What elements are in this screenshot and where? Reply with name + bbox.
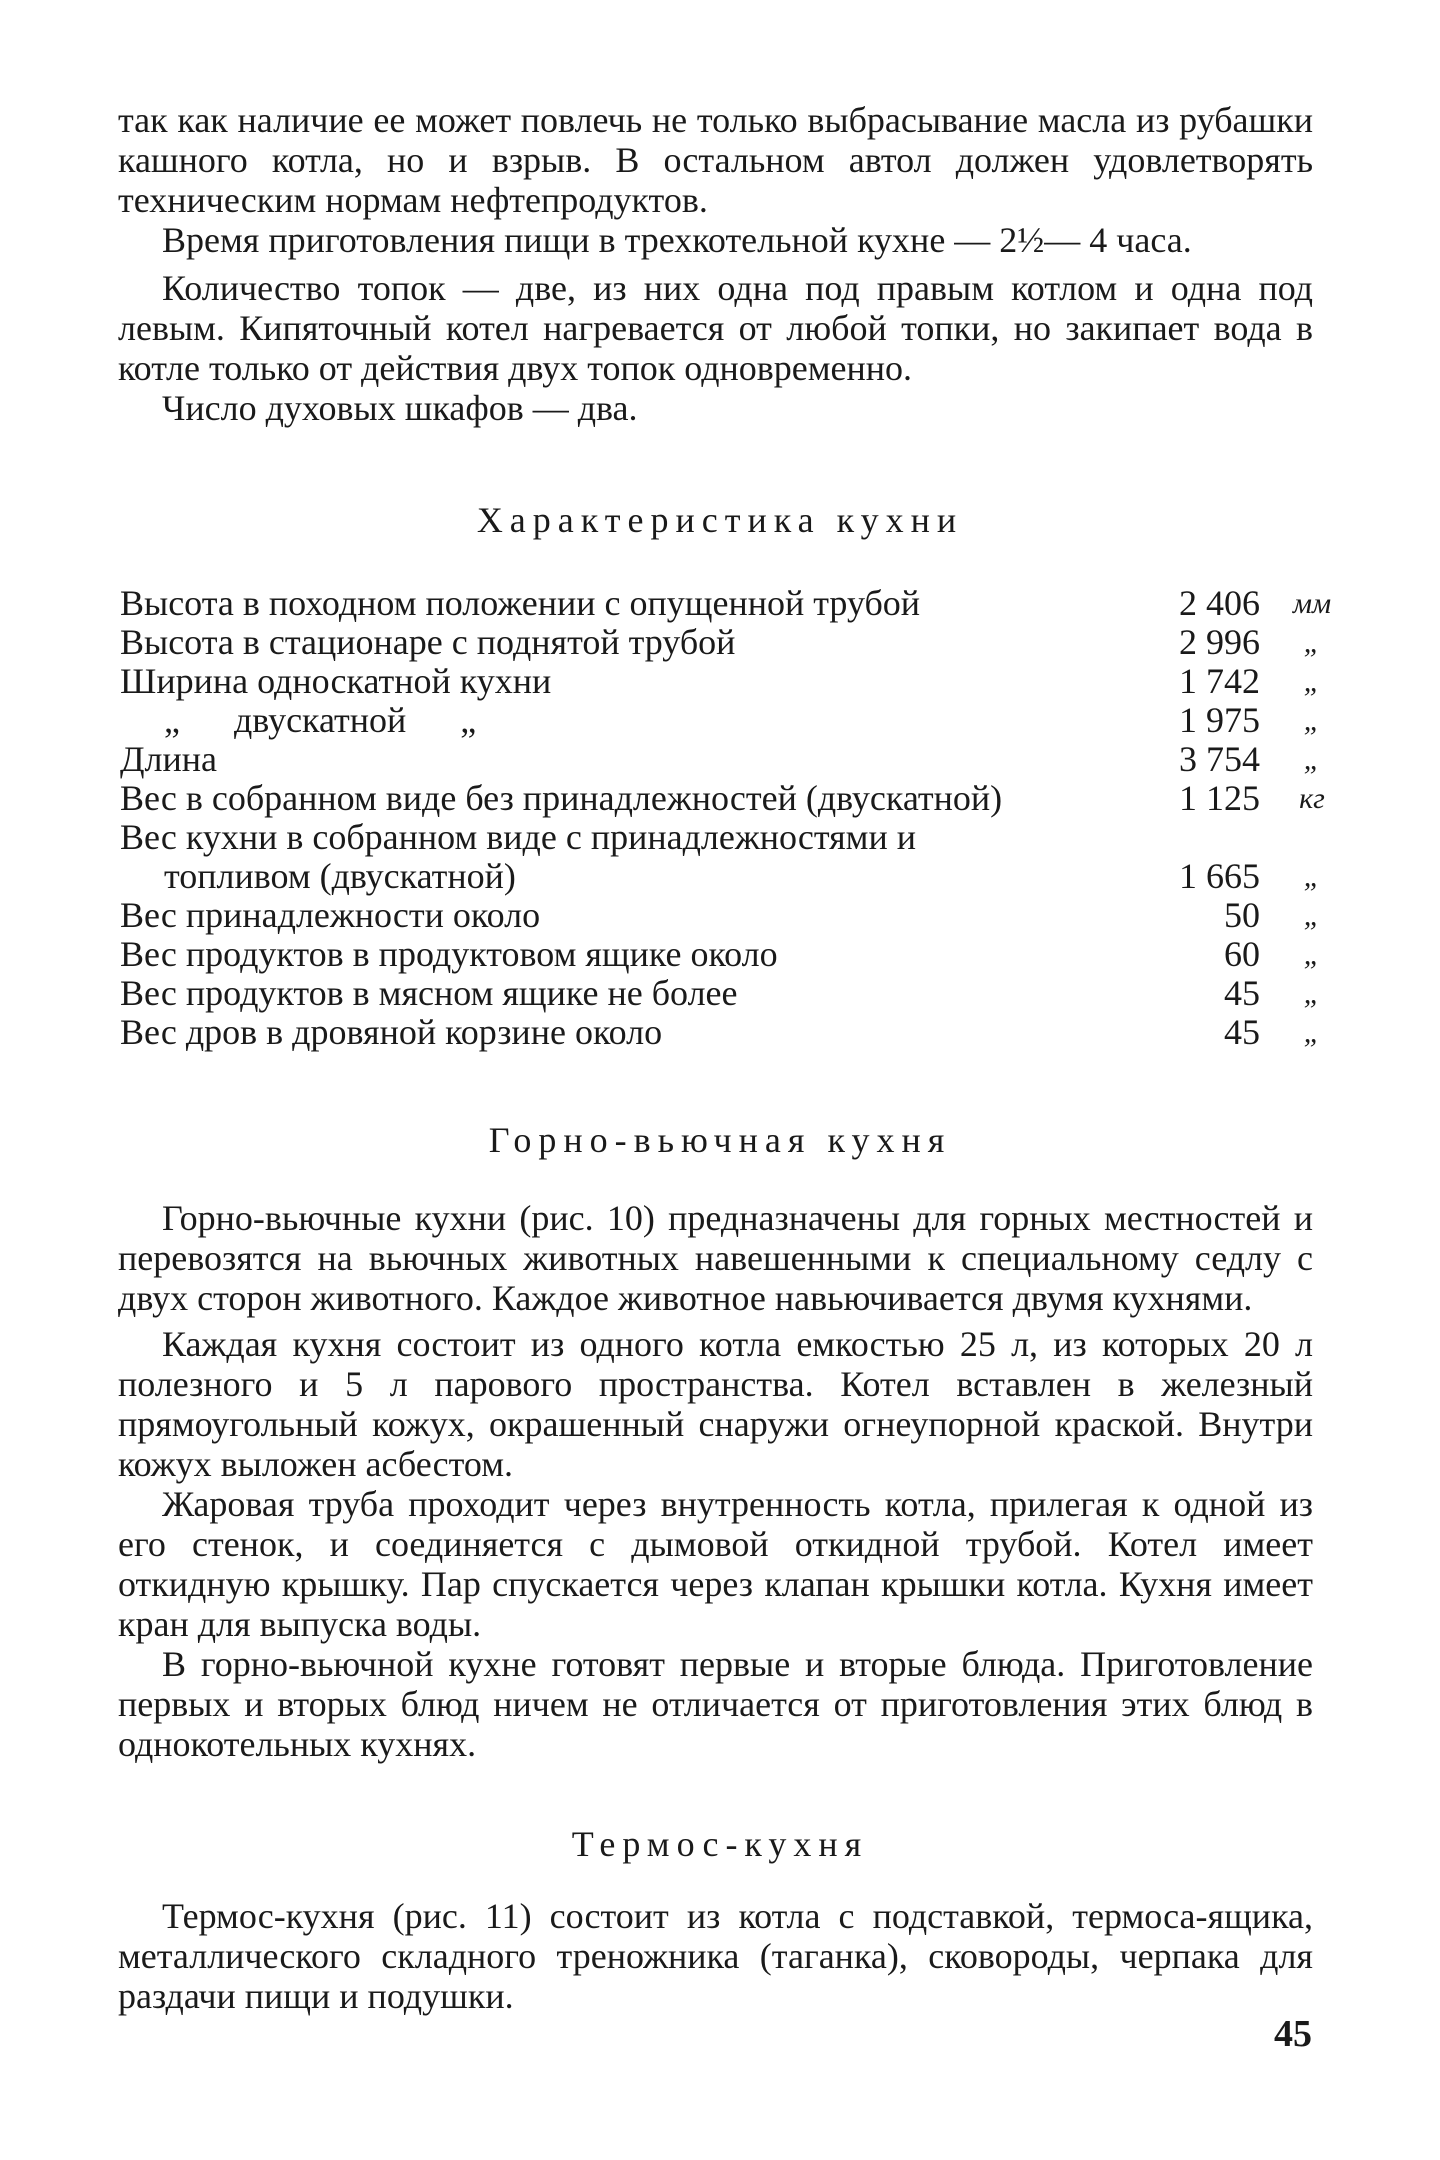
spec-unit: „ xyxy=(1303,626,1321,659)
spec-value: 2 406 xyxy=(1179,583,1260,623)
spec-value: 1 975 xyxy=(1179,700,1260,740)
spec-value: 1 125 xyxy=(1179,778,1260,818)
spec-label: Вес кухни в собранном виде с принадлежностями и xyxy=(120,817,916,857)
spec-value: 1 665 xyxy=(1179,856,1260,896)
spec-unit: мм xyxy=(1292,587,1332,620)
spec-label: Вес дров в дровяной корзине около xyxy=(120,1012,663,1052)
spec-label: Высота в походном положении с опущенной трубой xyxy=(120,583,921,623)
spec-label: Ширина односкатной кухни xyxy=(120,661,552,701)
spec-row xyxy=(120,662,1340,701)
spec-unit: „ xyxy=(1303,704,1321,737)
spec-row xyxy=(120,974,1340,1013)
spec-row xyxy=(120,857,1340,896)
spec-value: 45 xyxy=(1224,1012,1260,1052)
intro-paragraph-3: Количество топок — две, из них одна под правым котлом и одна под левым. Кипяточный котел нагревается от любой топки, но закипает вода в котле только от действия двух топок одновременно. xyxy=(118,268,1313,388)
spec-unit: „ xyxy=(1303,977,1321,1010)
spec-label: Вес принадлежности около xyxy=(120,895,541,935)
page-number: 45 xyxy=(1274,2013,1312,2055)
spec-row xyxy=(120,701,1340,740)
thermos-kitchen-text xyxy=(118,1896,1313,2016)
spec-value: 60 xyxy=(1224,934,1260,974)
mountain-kitchen-text xyxy=(118,1198,1313,1764)
intro-paragraph-2: Время приготовления пищи в трехкотельной кухне — 2½— 4 часа. xyxy=(162,220,1192,260)
intro-text xyxy=(118,100,1313,428)
spec-row xyxy=(120,935,1340,974)
intro-paragraph-1: так как наличие ее может повлечь не только выбрасывание масла из рубашки кашного котла, но и взрыв. В остальном автол должен удовлетворять техническим нормам нефтепродуктов. xyxy=(118,100,1313,220)
spec-row xyxy=(120,818,1340,857)
spec-row xyxy=(120,623,1340,662)
spec-row xyxy=(120,1013,1340,1052)
mountain-paragraph-2: Каждая кухня состоит из одного котла емкостью 25 л, из которых 20 л полезного и 5 л парового пространства. Котел вставлен в железный прямоугольный кожух, окрашенный снаружи огнеупорной краской. Внутри кожух выложен асбестом. xyxy=(118,1324,1313,1484)
spec-label: Вес продуктов в продуктовом ящике около xyxy=(120,934,778,974)
mountain-paragraph-3: Жаровая труба проходит через внутренность котла, прилегая к одной из его стенок, и соединяется с дымовой откидной трубой. Котел имеет откидную крышку. Пар спускается через клапан крышки котла. Кухня имеет кран для выпуска воды. xyxy=(118,1484,1313,1644)
spec-row xyxy=(120,896,1340,935)
spec-value: 45 xyxy=(1224,973,1260,1013)
spec-label: Вес в собранном виде без принадлежностей (двускатной) xyxy=(120,778,1003,818)
spec-value: 3 754 xyxy=(1179,739,1260,779)
spec-unit: „ xyxy=(1303,665,1321,698)
spec-unit: „ xyxy=(1303,860,1321,893)
spec-label: Вес продуктов в мясном ящике не более xyxy=(120,973,738,1013)
spec-label: „ двускатной „ xyxy=(164,700,477,740)
mountain-kitchen-heading: Горно-вьючная кухня xyxy=(488,1120,952,1160)
spec-value: 2 996 xyxy=(1179,622,1260,662)
spec-unit: „ xyxy=(1303,743,1321,776)
spec-row xyxy=(120,779,1340,818)
intro-paragraph-4: Число духовых шкафов — два. xyxy=(162,388,638,428)
spec-value: 1 742 xyxy=(1179,661,1260,701)
thermos-paragraph-1: Термос-кухня (рис. 11) состоит из котла с подставкой, термоса-ящика, металлического складного треножника (таганка), сковороды, черпака для раздачи пищи и подушки. xyxy=(118,1896,1313,2016)
spec-row xyxy=(120,584,1340,623)
spec-unit: „ xyxy=(1303,938,1321,971)
spec-heading: Характеристика кухни xyxy=(476,500,964,540)
spec-label: Длина xyxy=(120,739,218,779)
mountain-paragraph-4: В горно-вьючной кухне готовят первые и вторые блюда. Приготовление первых и вторых блюд ничем не отличается от приготовления этих блюд в однокотельных кухнях. xyxy=(118,1644,1313,1764)
spec-unit: „ xyxy=(1303,1016,1321,1049)
spec-unit: кг xyxy=(1299,782,1325,815)
spec-row xyxy=(120,740,1340,779)
spec-value: 50 xyxy=(1224,895,1260,935)
spec-label: топливом (двускатной) xyxy=(164,856,516,896)
spec-unit: „ xyxy=(1303,899,1321,932)
thermos-kitchen-heading: Термос-кухня xyxy=(571,1824,869,1864)
spec-label: Высота в стационаре с поднятой трубой xyxy=(120,622,736,662)
spec-table xyxy=(120,584,1340,1052)
mountain-paragraph-1: Горно-вьючные кухни (рис. 10) предназначены для горных местностей и перевозятся на вьючных животных навешенными к специальному седлу с двух сторон животного. Каждое животное навьючивается двумя кухнями. xyxy=(118,1198,1313,1318)
